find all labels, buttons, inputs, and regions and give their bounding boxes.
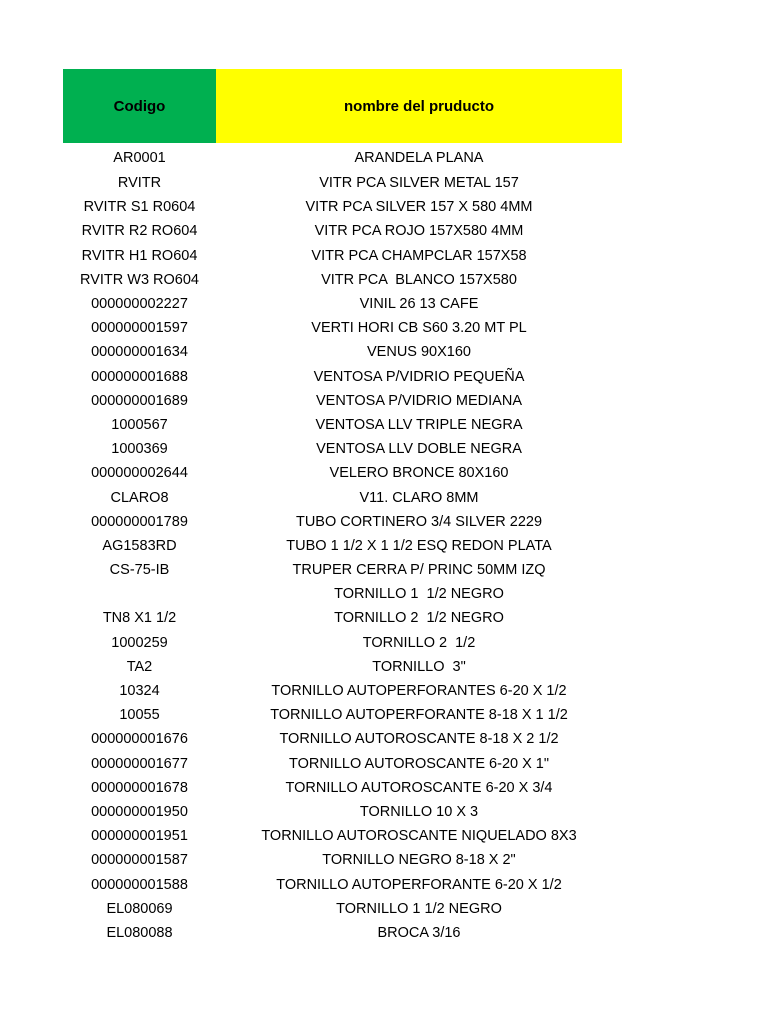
product-code: 000000001689 <box>91 392 188 409</box>
table-row <box>63 340 622 364</box>
table-row <box>63 921 622 945</box>
product-name: TORNILLO 3" <box>372 658 466 675</box>
product-name: TORNILLO 1 1/2 NEGRO <box>336 900 502 917</box>
table-row <box>63 437 622 461</box>
product-code: 000000001597 <box>91 320 188 337</box>
table-row <box>63 872 622 896</box>
product-code: CS-75-IB <box>109 562 170 579</box>
table-row <box>63 292 622 316</box>
header-nombre-producto: nombre del pruducto <box>216 69 622 143</box>
product-name: VERTI HORI CB S60 3.20 MT PL <box>311 320 527 337</box>
product-name: VENTOSA P/VIDRIO PEQUEÑA <box>313 368 525 385</box>
table-row <box>63 244 622 268</box>
product-code: EL080088 <box>106 924 173 941</box>
table-row <box>63 510 622 534</box>
product-name: VITR PCA BLANCO 157X580 <box>321 271 517 288</box>
product-name: TORNILLO AUTOPERFORANTE 8-18 X 1 1/2 <box>270 707 568 724</box>
product-code: TA2 <box>126 658 153 675</box>
product-code: AR0001 <box>113 150 166 166</box>
product-code: 10055 <box>119 707 160 724</box>
product-code: TN8 X1 1/2 <box>102 610 177 627</box>
product-name: VENTOSA LLV DOBLE NEGRA <box>316 441 522 458</box>
product-code: 1000369 <box>111 441 168 458</box>
product-code: RVITR <box>117 175 162 192</box>
product-name: TORNILLO AUTOROSCANTE 6-20 X 1" <box>288 755 550 772</box>
table-row <box>63 485 622 509</box>
product-code: RVITR W3 RO604 <box>80 271 199 288</box>
product-name: TORNILLO AUTOROSCANTE 6-20 X 3/4 <box>285 779 553 796</box>
table-row <box>63 606 622 630</box>
table-row <box>63 268 622 292</box>
table-row <box>63 145 622 171</box>
table-row <box>63 316 622 340</box>
table-row <box>63 727 622 751</box>
product-name: TUBO 1 1/2 X 1 1/2 ESQ REDON PLATA <box>286 537 552 554</box>
table-row <box>63 171 622 195</box>
product-name: TORNILLO NEGRO 8-18 X 2" <box>322 852 516 869</box>
product-name: VITR PCA CHAMPCLAR 157X58 <box>311 247 527 264</box>
product-code: AG1583RD <box>102 537 177 554</box>
product-code: RVITR H1 RO604 <box>81 247 198 264</box>
table-row <box>63 389 622 413</box>
table-row <box>63 219 622 243</box>
product-code: 000000001789 <box>91 513 188 530</box>
product-code: RVITR R2 RO604 <box>81 223 198 240</box>
product-table <box>63 69 622 945</box>
product-code: 000000001677 <box>91 755 188 772</box>
product-name: TORNILLO 1 1/2 NEGRO <box>334 586 504 603</box>
product-name: BROCA 3/16 <box>377 924 461 941</box>
product-name: TORNILLO 2 1/2 NEGRO <box>334 610 504 627</box>
product-name: TORNILLO AUTOROSCANTE 8-18 X 2 1/2 <box>279 731 559 748</box>
product-code: 000000001678 <box>91 779 188 796</box>
table-row <box>63 703 622 727</box>
product-code: CLARO8 <box>110 489 169 506</box>
table-row <box>63 824 622 848</box>
product-code: 000000001688 <box>91 368 188 385</box>
product-name: VITR PCA SILVER METAL 157 <box>319 175 519 192</box>
product-name: VINIL 26 13 CAFE <box>359 296 479 313</box>
product-name: VENTOSA P/VIDRIO MEDIANA <box>315 392 522 409</box>
product-code: 10324 <box>119 683 160 700</box>
product-name: TORNILLO 2 1/2 <box>362 634 476 651</box>
table-row <box>63 848 622 872</box>
table-row <box>63 631 622 655</box>
product-name: VITR PCA ROJO 157X580 4MM <box>314 223 524 240</box>
product-code: 000000002227 <box>91 296 188 313</box>
product-name: ARANDELA PLANA <box>354 150 484 166</box>
table-row <box>63 534 622 558</box>
product-code: 1000259 <box>111 634 168 651</box>
product-name: VITR PCA SILVER 157 X 580 4MM <box>305 199 533 216</box>
product-code: 000000001588 <box>91 876 188 893</box>
table-row <box>63 365 622 389</box>
product-name: TORNILLO 10 X 3 <box>359 803 479 820</box>
table-row <box>63 776 622 800</box>
header-codigo: Codigo <box>63 69 216 143</box>
product-name: TORNILLO AUTOPERFORANTES 6-20 X 1/2 <box>271 683 567 700</box>
product-name: TORNILLO AUTOPERFORANTE 6-20 X 1/2 <box>276 876 562 893</box>
table-row <box>63 582 622 606</box>
product-name: TRUPER CERRA P/ PRINC 50MM IZQ <box>292 562 546 579</box>
table-body <box>63 145 622 945</box>
table-row <box>63 679 622 703</box>
product-code: RVITR S1 R0604 <box>83 199 196 216</box>
table-row <box>63 655 622 679</box>
table-row <box>63 558 622 582</box>
table-row <box>63 461 622 485</box>
product-code: 000000001676 <box>91 731 188 748</box>
product-code: 000000001587 <box>91 852 188 869</box>
product-code: 000000001634 <box>91 344 188 361</box>
product-name: VENTOSA LLV TRIPLE NEGRA <box>315 416 523 433</box>
table-row <box>63 752 622 776</box>
product-code: 000000001951 <box>91 828 188 845</box>
product-name: VELERO BRONCE 80X160 <box>329 465 509 482</box>
product-name: VENUS 90X160 <box>367 344 471 361</box>
product-name: TUBO CORTINERO 3/4 SILVER 2229 <box>295 513 543 530</box>
product-code: 000000001950 <box>91 803 188 820</box>
table-row <box>63 195 622 219</box>
table-row <box>63 800 622 824</box>
table-row <box>63 897 622 921</box>
product-code: 000000002644 <box>91 465 188 482</box>
product-name: TORNILLO AUTOROSCANTE NIQUELADO 8X3 <box>261 828 577 845</box>
product-name: V11. CLARO 8MM <box>359 489 479 506</box>
product-code: 1000567 <box>111 416 168 433</box>
product-code: EL080069 <box>106 900 173 917</box>
table-row <box>63 413 622 437</box>
table-header <box>63 69 622 143</box>
